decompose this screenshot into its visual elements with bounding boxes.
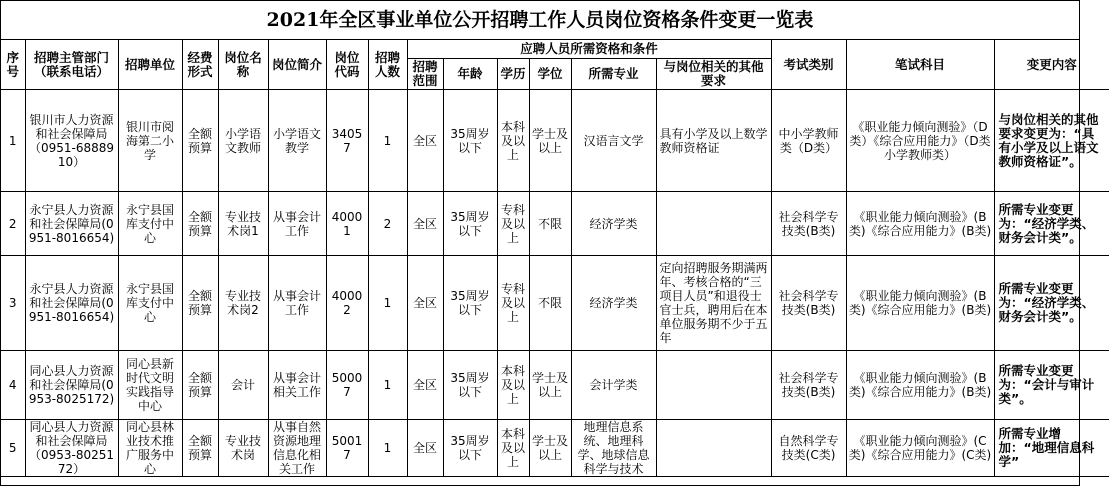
cell-post-code: 34057	[326, 90, 368, 192]
cell-degree: 学士及以上	[529, 420, 571, 477]
cell-subjects: 《职业能力倾向测验》(C类)《综合应用能力》(C类)	[846, 420, 994, 477]
cell-post-code: 50007	[326, 351, 368, 420]
col-header-scope: 招聘范围	[407, 59, 443, 90]
cell-funding: 全额预算	[182, 192, 218, 256]
cell-post-desc: 小学语文教学	[268, 90, 326, 192]
cell-count: 1	[368, 90, 407, 192]
cell-post-code: 50017	[326, 420, 368, 477]
cell-subjects: 《职业能力倾向测验》（D类）《综合应用能力》（D类小学教师类）	[846, 90, 994, 192]
cell-post-name: 专业技术岗	[218, 420, 268, 477]
col-header-count: 招聘人数	[368, 40, 407, 90]
col-header-change: 变更内容	[994, 40, 1109, 90]
cell-unit: 同心县新时代文明实践指导中心	[118, 351, 182, 420]
cell-education: 本科及以上	[497, 90, 529, 192]
cell-age: 35周岁以下	[443, 256, 497, 351]
table-row	[1, 351, 1109, 420]
col-header-post-code: 岗位代码	[326, 40, 368, 90]
cell-exam-type: 社会科学专技类(B类)	[771, 351, 846, 420]
cell-other	[656, 351, 771, 420]
cell-funding: 全额预算	[182, 351, 218, 420]
col-header-major: 所需专业	[571, 59, 656, 90]
cell-change: 与岗位相关的其他要求变更为：“具有小学及以上语文教师资格证”。	[994, 90, 1109, 192]
cell-post-desc: 从事自然资源地理信息化相关工作	[268, 420, 326, 477]
cell-education: 本科及以上	[497, 420, 529, 477]
col-header-post-name: 岗位名称	[218, 40, 268, 90]
col-header-exam-type: 考试类别	[771, 40, 846, 90]
cell-degree: 不限	[529, 256, 571, 351]
cell-scope: 全区	[407, 90, 443, 192]
header-row-1	[1, 40, 1109, 59]
page-title: 2021年全区事业单位公开招聘工作人员岗位资格条件变更一览表	[1, 1, 1079, 40]
cell-post-desc: 从事会计相关工作	[268, 351, 326, 420]
cell-count: 1	[368, 351, 407, 420]
col-header-subjects: 笔试科目	[846, 40, 994, 90]
col-header-degree: 学位	[529, 59, 571, 90]
cell-post-name: 小学语文教师	[218, 90, 268, 192]
table-row	[1, 256, 1109, 351]
cell-degree: 学士及以上	[529, 90, 571, 192]
cell-education: 本科及以上	[497, 351, 529, 420]
table-row	[1, 420, 1109, 477]
cell-subjects: 《职业能力倾向测验》(B类)《综合应用能力》(B类)	[846, 256, 994, 351]
cell-scope: 全区	[407, 192, 443, 256]
cell-exam-type: 中小学教师类（D类）	[771, 90, 846, 192]
cell-degree: 不限	[529, 192, 571, 256]
cell-funding: 全额预算	[182, 90, 218, 192]
cell-dept: 同心县人力资源和社会保障局(0953-8025172)	[25, 351, 118, 420]
cell-change: 所需专业增加：“地理信息科学”	[994, 420, 1109, 477]
cell-unit: 同心县林业技术推广服务中心	[118, 420, 182, 477]
cell-age: 35周岁以下	[443, 420, 497, 477]
col-header-other: 与岗位相关的其他要求	[656, 59, 771, 90]
col-header-age: 年龄	[443, 59, 497, 90]
cell-seq: 5	[1, 420, 25, 477]
cell-dept: 永宁县人力资源和社会保障局(0951-8016654)	[25, 192, 118, 256]
cell-seq: 4	[1, 351, 25, 420]
cell-major: 汉语言文学	[571, 90, 656, 192]
cell-post-name: 专业技术岗2	[218, 256, 268, 351]
cell-other	[656, 420, 771, 477]
cell-dept: 同心县人力资源和社会保障局（0953-8025172）	[25, 420, 118, 477]
cell-major: 会计学类	[571, 351, 656, 420]
cell-post-code: 40001	[326, 192, 368, 256]
cell-change: 所需专业变更为：“经济学类、财务会计类”。	[994, 256, 1109, 351]
cell-education: 专科及以上	[497, 192, 529, 256]
cell-post-desc: 从事会计工作	[268, 256, 326, 351]
cell-count: 1	[368, 420, 407, 477]
cell-change: 所需专业变更为：“会计与审计类”。	[994, 351, 1109, 420]
cell-subjects: 《职业能力倾向测验》(B类)《综合应用能力》(B类)	[846, 192, 994, 256]
cell-funding: 全额预算	[182, 256, 218, 351]
cell-count: 1	[368, 256, 407, 351]
cell-seq: 2	[1, 192, 25, 256]
cell-change: 所需专业变更为：“经济学类、财务会计类”。	[994, 192, 1109, 256]
cell-age: 35周岁以下	[443, 351, 497, 420]
cell-major: 经济学类	[571, 256, 656, 351]
cell-degree: 学士及以上	[529, 351, 571, 420]
col-header-post-desc: 岗位简介	[268, 40, 326, 90]
cell-unit: 永宁县国库支付中心	[118, 256, 182, 351]
cell-scope: 全区	[407, 256, 443, 351]
cell-other	[656, 192, 771, 256]
col-header-funding: 经费形式	[182, 40, 218, 90]
cell-post-name: 专业技术岗1	[218, 192, 268, 256]
cell-post-desc: 从事会计工作	[268, 192, 326, 256]
table-row	[1, 90, 1109, 192]
cell-count: 2	[368, 192, 407, 256]
cell-exam-type: 社会科学专技类(B类)	[771, 256, 846, 351]
col-header-qualification-group: 应聘人员所需资格和条件	[407, 40, 771, 59]
cell-exam-type: 社会科学专技类(B类)	[771, 192, 846, 256]
cell-post-name: 会计	[218, 351, 268, 420]
cell-scope: 全区	[407, 420, 443, 477]
cell-unit: 银川市阅海第二小学	[118, 90, 182, 192]
col-header-education: 学历	[497, 59, 529, 90]
cell-exam-type: 自然科学专技类(C类)	[771, 420, 846, 477]
change-table	[1, 40, 1109, 477]
table-row	[1, 192, 1109, 256]
cell-dept: 银川市人力资源和社会保障局（0951-6888910）	[25, 90, 118, 192]
col-header-seq: 序号	[1, 40, 25, 90]
cell-post-code: 40002	[326, 256, 368, 351]
cell-other: 定向招聘服务期满两年、考核合格的“三项目人员”和退役士官士兵，聘用后在本单位服务期不少于五年	[656, 256, 771, 351]
cell-unit: 永宁县国库支付中心	[118, 192, 182, 256]
cell-age: 35周岁以下	[443, 90, 497, 192]
cell-other: 具有小学及以上数学教师资格证	[656, 90, 771, 192]
cell-seq: 1	[1, 90, 25, 192]
col-header-dept: 招聘主管部门（联系电话）	[25, 40, 118, 90]
col-header-unit: 招聘单位	[118, 40, 182, 90]
cell-age: 35周岁以下	[443, 192, 497, 256]
cell-education: 专科及以上	[497, 256, 529, 351]
cell-scope: 全区	[407, 351, 443, 420]
cell-subjects: 《职业能力倾向测验》(B类)《综合应用能力》(B类)	[846, 351, 994, 420]
cell-funding: 全额预算	[182, 420, 218, 477]
cell-major: 地理信息系统、地理科学、地球信息科学与技术	[571, 420, 656, 477]
cell-seq: 3	[1, 256, 25, 351]
cell-dept: 永宁县人力资源和社会保障局(0951-8016654)	[25, 256, 118, 351]
cell-major: 经济学类	[571, 192, 656, 256]
